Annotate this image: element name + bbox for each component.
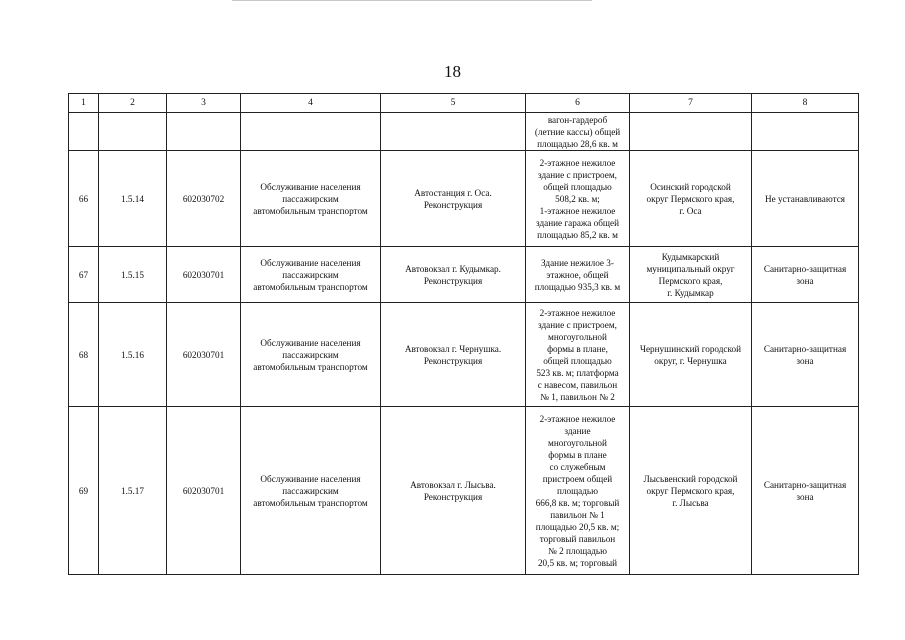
cell-description: 2-этажное нежилое здание с пристроем, многоугольной формы в плане, общей площадью 523 кв. м; платформа с навесом, павильон № 1, павильон № 2	[526, 303, 630, 407]
cell-code: 1.5.17	[99, 407, 167, 575]
table-row	[69, 303, 859, 407]
cell-description: Здание нежилое 3- этажное, общей площадью 935,3 кв. м	[526, 247, 630, 303]
cell-zone: Санитарно-защитная зона	[752, 303, 859, 407]
cell-description: 2-этажное нежилое здание с пристроем, общей площадью 508,2 кв. м; 1-этажное нежилое здание гаража общей площадью 85,2 кв. м	[526, 151, 630, 247]
cell-zone: Не устанавливаются	[752, 151, 859, 247]
column-header: 1	[69, 94, 99, 113]
column-header: 8	[752, 94, 859, 113]
cell-name: Автостанция г. Оса. Реконструкция	[381, 151, 526, 247]
column-header: 7	[630, 94, 752, 113]
cell-number	[69, 113, 99, 151]
cell-location: Лысьвенский городской округ Пермского края, г. Лысьва	[630, 407, 752, 575]
cell-code: 1.5.15	[99, 247, 167, 303]
page-number: 18	[444, 62, 461, 81]
cell-number: 68	[69, 303, 99, 407]
cell-number: 69	[69, 407, 99, 575]
cell-purpose: Обслуживание населения пассажирским автомобильным транспортом	[241, 407, 381, 575]
cell-purpose: Обслуживание населения пассажирским автомобильным транспортом	[241, 303, 381, 407]
cell-purpose: Обслуживание населения пассажирским автомобильным транспортом	[241, 151, 381, 247]
cell-description: 2-этажное нежилое здание многоугольной формы в плане со служебным пристроем общей площадью 666,8 кв. м; торговый павильон № 1 площадью 20,5 кв. м; торговый павильон № 2 площадью 20,5 кв. м; торговый	[526, 407, 630, 575]
column-header: 2	[99, 94, 167, 113]
cell-code	[99, 113, 167, 151]
cell-id: 602030701	[167, 407, 241, 575]
cell-id: 602030702	[167, 151, 241, 247]
column-header: 5	[381, 94, 526, 113]
cell-description: вагон-гардероб (летние кассы) общей площадью 28,6 кв. м	[526, 113, 630, 151]
cell-zone	[752, 113, 859, 151]
cell-location	[630, 113, 752, 151]
column-header: 3	[167, 94, 241, 113]
cell-location: Осинский городской округ Пермского края, г. Оса	[630, 151, 752, 247]
table-header-row	[69, 94, 859, 113]
cell-code: 1.5.16	[99, 303, 167, 407]
cell-zone: Санитарно-защитная зона	[752, 407, 859, 575]
table-row	[69, 407, 859, 575]
cell-code: 1.5.14	[99, 151, 167, 247]
table-row	[69, 151, 859, 247]
cell-location: Чернушинский городской округ, г. Чернушка	[630, 303, 752, 407]
cell-id: 602030701	[167, 247, 241, 303]
cell-location: Кудымкарский муниципальный округ Пермского края, г. Кудымкар	[630, 247, 752, 303]
objects-table	[68, 93, 859, 575]
column-header: 6	[526, 94, 630, 113]
cell-id	[167, 113, 241, 151]
cell-zone: Санитарно-защитная зона	[752, 247, 859, 303]
cell-purpose	[241, 113, 381, 151]
cell-name: Автовокзал г. Лысьва. Реконструкция	[381, 407, 526, 575]
cell-purpose: Обслуживание населения пассажирским автомобильным транспортом	[241, 247, 381, 303]
top-edge-rule	[232, 0, 592, 1]
cell-id: 602030701	[167, 303, 241, 407]
table-row	[69, 113, 859, 151]
cell-number: 66	[69, 151, 99, 247]
column-header: 4	[241, 94, 381, 113]
table-row	[69, 247, 859, 303]
cell-name: Автовокзал г. Кудымкар. Реконструкция	[381, 247, 526, 303]
cell-number: 67	[69, 247, 99, 303]
cell-name	[381, 113, 526, 151]
cell-name: Автовокзал г. Чернушка. Реконструкция	[381, 303, 526, 407]
